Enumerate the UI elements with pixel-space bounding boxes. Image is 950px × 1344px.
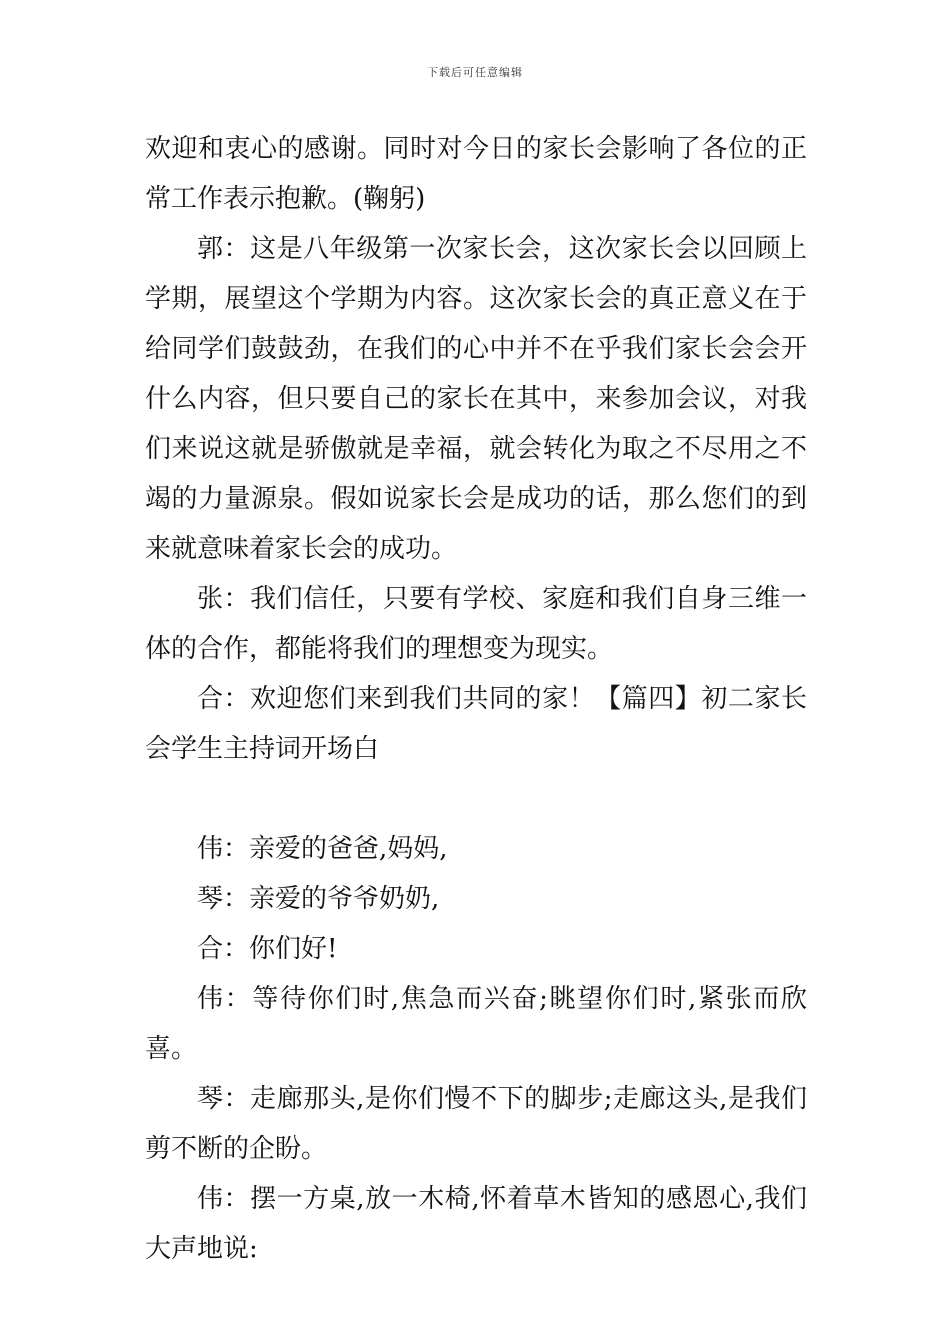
paragraph-together-section-four: 合：欢迎您们来到我们共同的家！【篇四】初二家长会学生主持词开场白 — [145, 684, 807, 764]
paragraph-guo: 郭：这是八年级第一次家长会，这次家长会以回顾上学期，展望这个学期为内容。这次家长会的真正意义在于给同学们鼓鼓劲，在我们的心中并不在乎我们家长会会开什么内容，但只要自己的家长在其中，来参加会议，对我们来说这就是骄傲就是幸福，就会转化为取之不尽用之不竭的力量源泉。假如说家长会是成功的话，那么您们的到来就意味着家长会的成功。 — [145, 234, 807, 564]
blank-line — [145, 774, 807, 824]
paragraph-wei-1: 伟：亲爱的爸爸,妈妈, — [197, 834, 448, 864]
paragraph-1: 欢迎和衷心的感谢。同时对今日的家长会影响了各位的正常工作表示抱歉。(鞠躬) — [145, 134, 807, 214]
paragraph-wei-3: 伟：摆一方桌,放一木椅,怀着草木皆知的感恩心,我们大声地说: — [145, 1184, 807, 1264]
paragraph-together-hello: 合：你们好! — [197, 934, 338, 964]
page-header-note: 下载后可任意编辑 — [427, 66, 523, 79]
paragraph-zhang: 张：我们信任，只要有学校、家庭和我们自身三维一体的合作，都能将我们的理想变为现实。 — [145, 584, 807, 664]
paragraph-qin-1: 琴：亲爱的爷爷奶奶, — [197, 884, 440, 914]
paragraph-wei-2: 伟：等待你们时,焦急而兴奋;眺望你们时,紧张而欣喜。 — [145, 984, 807, 1064]
document-body — [145, 124, 807, 1274]
paragraph-qin-2: 琴：走廊那头,是你们慢不下的脚步;走廊这头,是我们剪不断的企盼。 — [145, 1084, 807, 1164]
